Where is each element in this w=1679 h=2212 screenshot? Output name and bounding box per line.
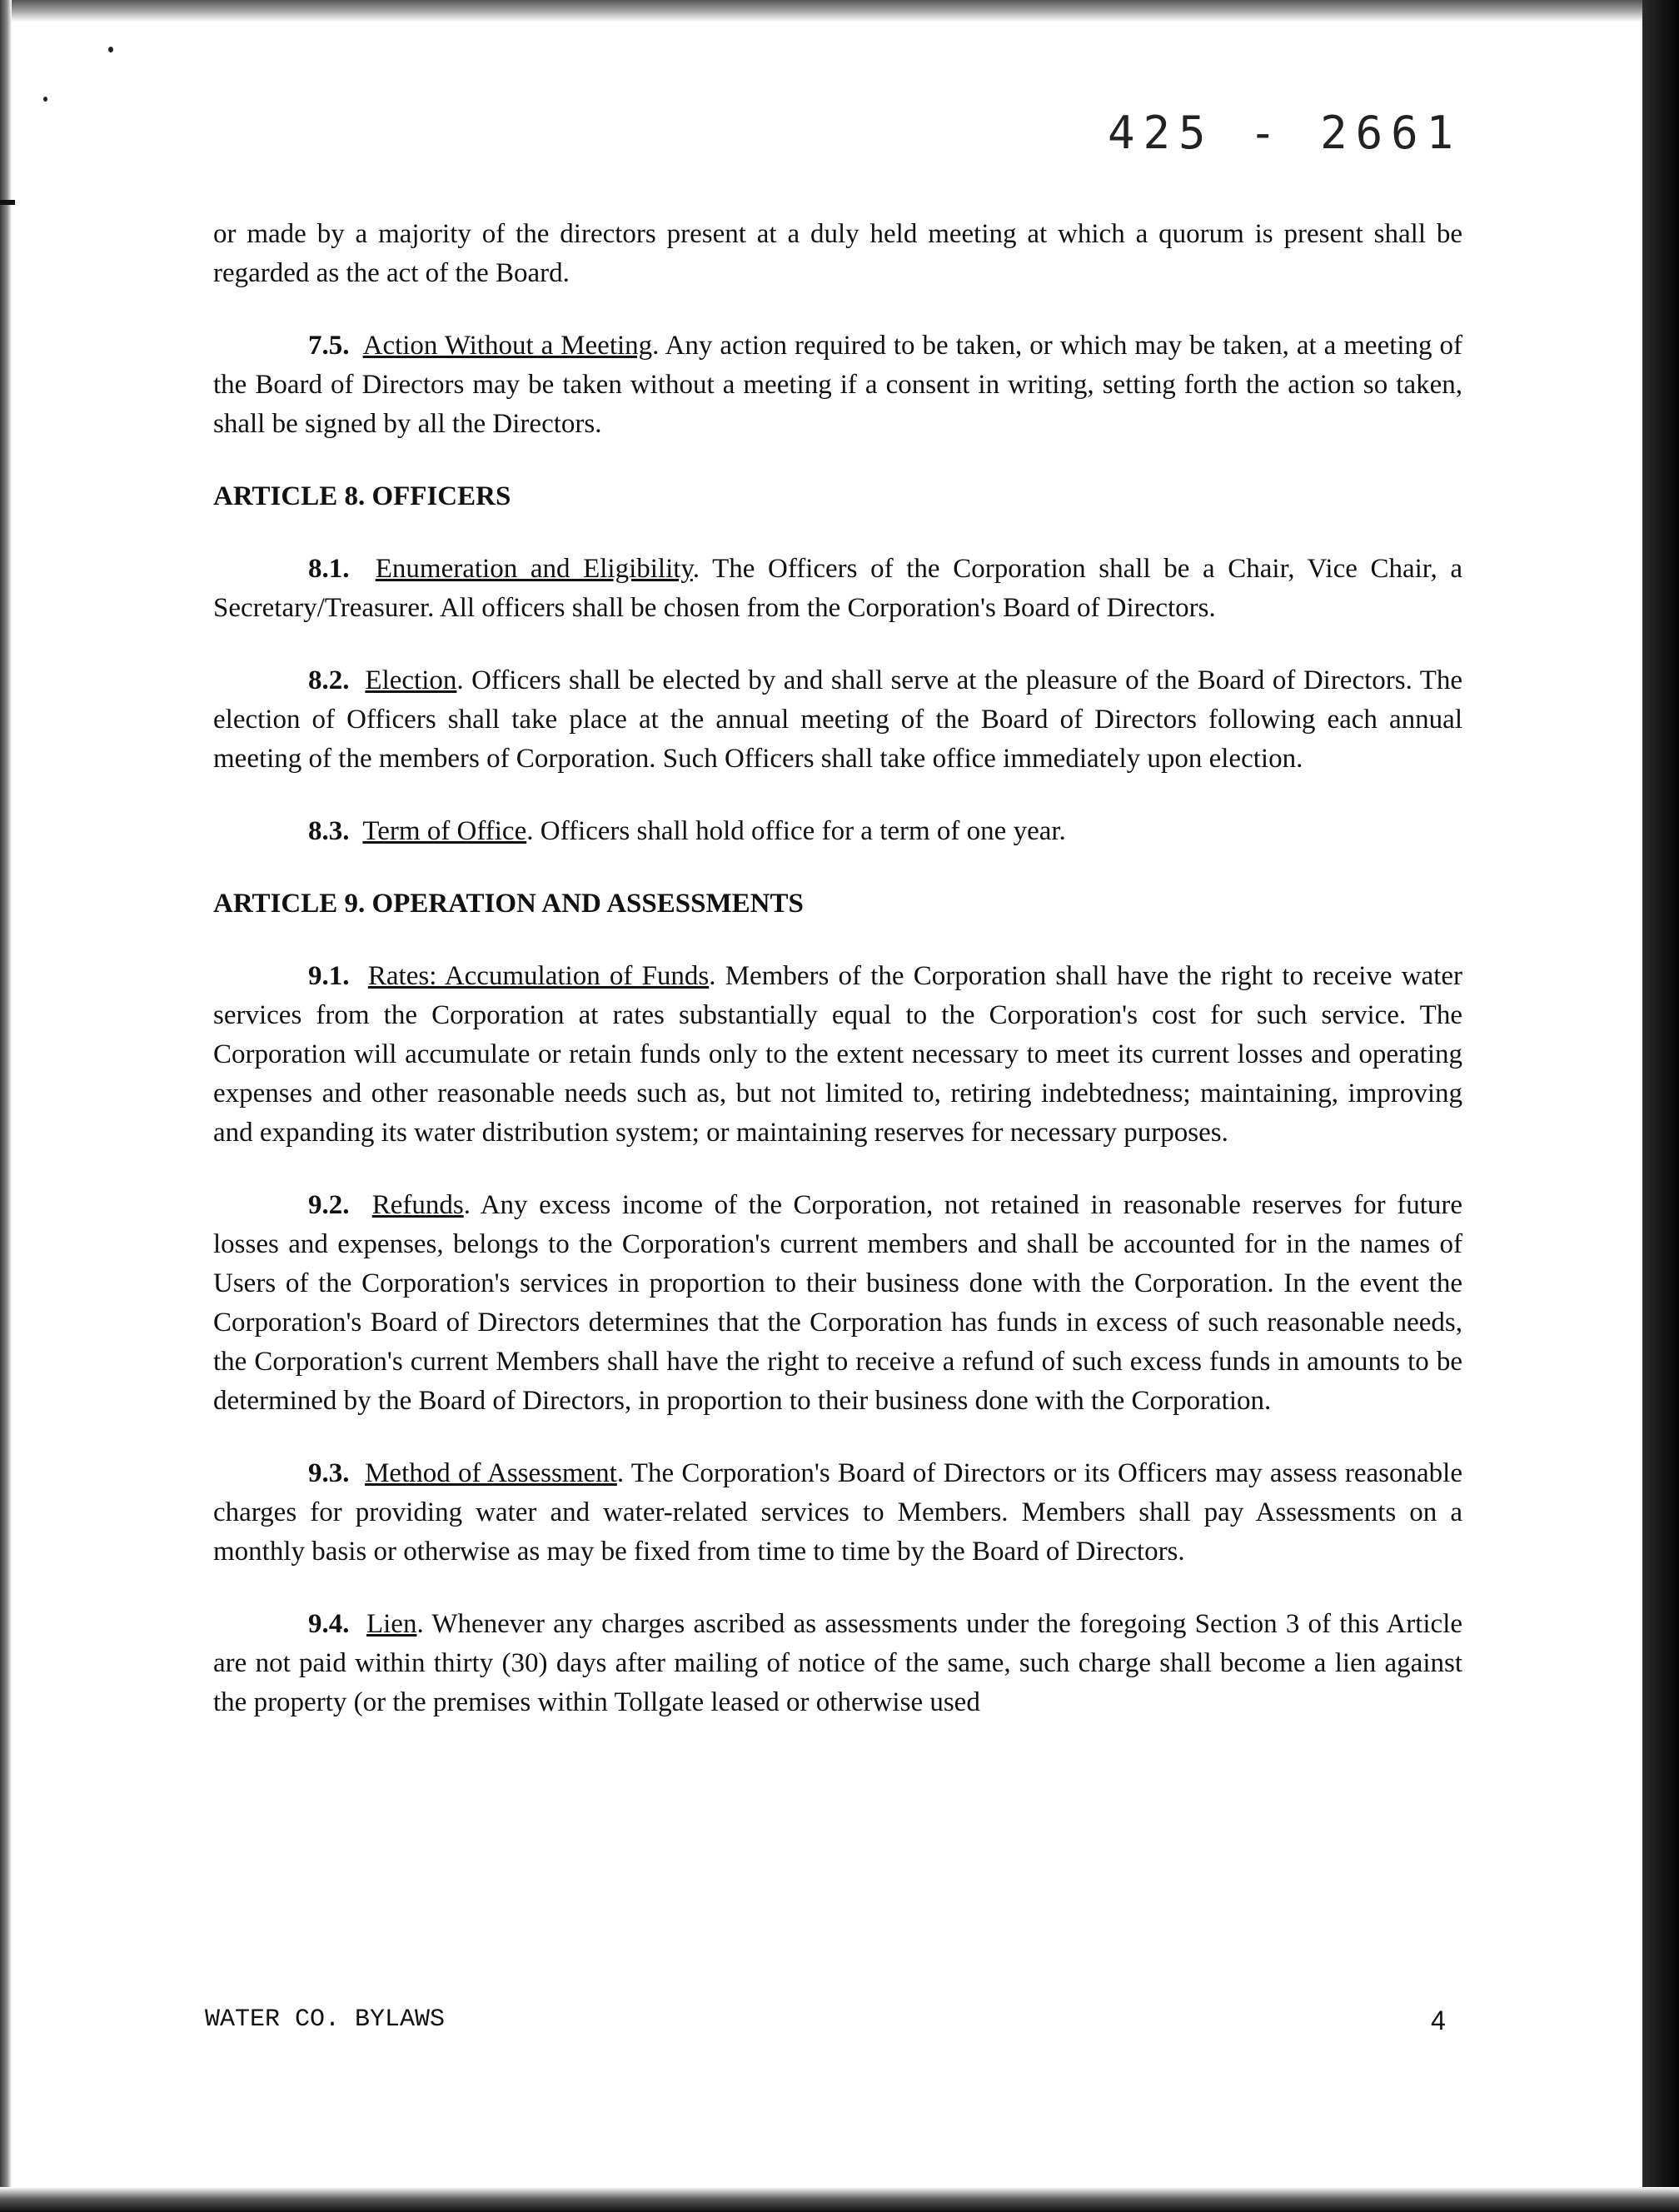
document-body <box>213 215 1462 1756</box>
section-number: 8.1. <box>308 554 350 584</box>
section-7-4-continuation: or made by a majority of the directors present at a duly held meeting at which a quorum is present shall be regarded as the act of the Board. <box>213 219 1462 288</box>
article-9-heading: ARTICLE 9. OPERATION AND ASSESSMENTS <box>213 889 804 919</box>
section-7-5 <box>213 326 1462 444</box>
section-8-3 <box>213 812 1462 851</box>
section-title: Enumeration and Eligibility <box>375 554 693 584</box>
section-number: 9.3. <box>308 1458 350 1488</box>
section-text: . The Corporation's Board of Directors or its Officers may assess reasonable charges for providing water and water-related services to Members. Members shall pay Assessments on a monthly basis or otherwise as may be fixed from time to time by the Board of Directors. <box>213 1458 1462 1567</box>
section-title: Term of Office <box>362 816 527 846</box>
section-number: 7.5. <box>308 331 350 361</box>
scan-mark <box>0 200 15 205</box>
section-9-1 <box>213 957 1462 1153</box>
footer-document-title: WATER CO. BYLAWS <box>205 2005 446 2034</box>
page-number: 4 <box>1431 2005 1446 2035</box>
scan-edge-left <box>0 0 12 2212</box>
section-text: . Officers shall hold office for a term of one year. <box>526 816 1066 846</box>
scan-edge-top <box>0 0 1679 22</box>
article-8-heading: ARTICLE 8. OFFICERS <box>213 481 511 511</box>
scan-edge-right <box>1642 0 1679 2212</box>
section-title: Election <box>365 665 457 695</box>
document-stamp-number: 425 - 2661 <box>1108 107 1462 159</box>
section-title: Refunds <box>371 1190 464 1220</box>
section-8-1 <box>213 550 1462 628</box>
section-text: . Any action required to be taken, or which may be taken, at a meeting of the Board of Directors may be taken without a meeting if a consent in writing, setting forth the action so taken, shall be signed by all the Directors. <box>213 331 1462 439</box>
section-title: Rates: Accumulation of Funds <box>367 961 710 991</box>
scan-speck <box>108 47 113 52</box>
section-number: 9.1. <box>308 961 350 991</box>
section-number: 9.2. <box>308 1190 350 1220</box>
section-text: . The Officers of the Corporation shall be a Chair, Vice Chair, a Secretary/Treasurer. All officers shall be chosen from the Corporation's Board of Directors. <box>213 554 1463 623</box>
scan-edge-bottom <box>0 2187 1679 2212</box>
section-text: . Any excess income of the Corporation, not retained in reasonable reserves for future losses and expenses, belongs to the Corporation's current members and shall be accounted for in the names of Users of the Corporation's services in proportion to their business done with the Corporation. In the event the Corporation's Board of Directors determines that the Corporation has funds in excess of such reasonable needs, the Corporation's current Members shall have the right to receive a refund of such excess funds in amounts to be determined by the Board of Directors, in proportion to their business done with the Corporation. <box>213 1190 1462 1416</box>
section-9-4 <box>213 1605 1462 1722</box>
section-title: Method of Assessment <box>365 1458 617 1488</box>
section-8-2 <box>213 661 1462 779</box>
section-title: Lien <box>366 1609 417 1639</box>
section-9-3 <box>213 1454 1462 1572</box>
section-number: 9.4. <box>308 1609 350 1639</box>
section-number: 8.2. <box>308 665 350 695</box>
section-text: . Officers shall be elected by and shall serve at the pleasure of the Board of Directors. The election of Officers shall take place at the annual meeting of the Board of Directors following each annual meeting of the members of Corporation. Such Officers shall take office immediately upon election. <box>213 665 1463 774</box>
section-title: Action Without a Meeting <box>362 331 653 361</box>
section-number: 8.3. <box>308 816 350 846</box>
section-text: . Whenever any charges ascribed as assessments under the foregoing Section 3 of this Article are not paid within thirty (30) days after mailing of notice of the same, such charge shall become a lien against the property (or the premises within Tollgate leased or otherwise used <box>213 1609 1463 1717</box>
section-9-2 <box>213 1186 1462 1421</box>
scan-speck <box>43 97 47 102</box>
section-text: . Members of the Corporation shall have the right to receive water services from the Corporation at rates substantially equal to the Corporation's cost for such service. The Corporation will accumulate or retain funds only to the extent necessary to meet its current losses and operating expenses and other reasonable needs such as, but not limited to, retiring indebtedness; maintaining, improving and expanding its water distribution system; or maintaining reserves for necessary purposes. <box>213 961 1463 1148</box>
